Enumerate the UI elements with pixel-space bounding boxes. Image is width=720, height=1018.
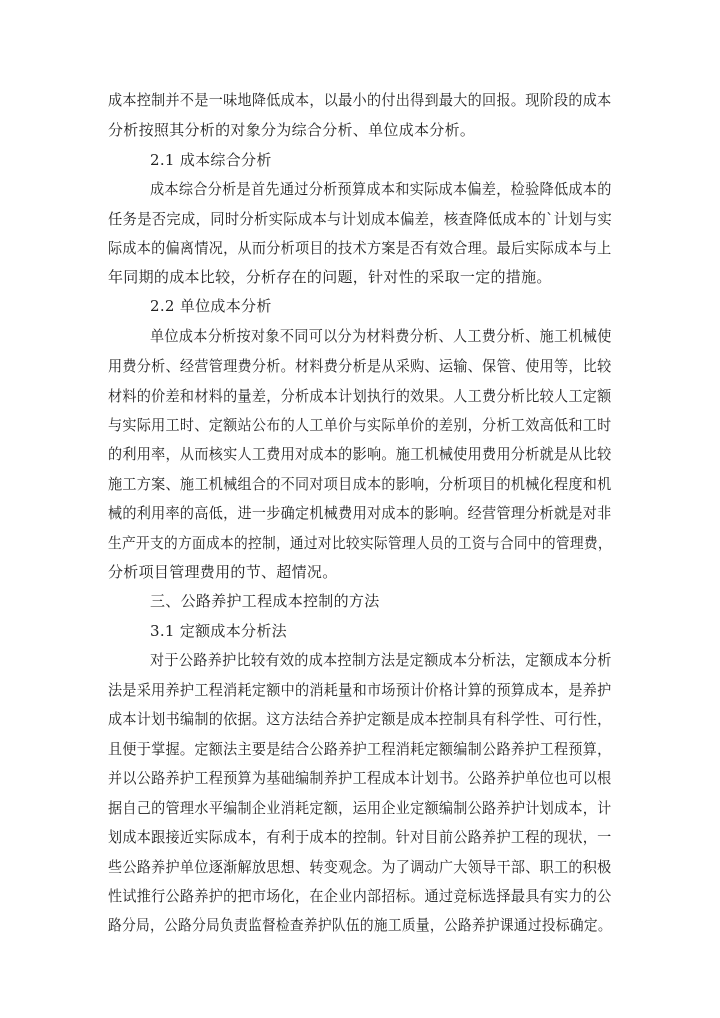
text-line: 年同期的成本比较，分析存在的问题，针对性的采取一定的措施。 (108, 268, 552, 286)
text-line: 分析项目管理费用的节、超情况。 (108, 563, 338, 581)
text-line: 对于公路养护比较有效的成本控制方法是定额成本分析法，定额成本分析 (150, 651, 612, 669)
text-line: 材料的价差和材料的量差，分析成本计划执行的效果。人工费分析比较人工定额 (108, 387, 612, 405)
section-heading: 2.2 单位成本分析 (150, 297, 272, 315)
text-line: 单位成本分析按对象不同可以分为材料费分析、人工费分析、施工机械使 (150, 327, 612, 345)
text-line: 些公路养护单位逐渐解放思想、转变观念。为了调动广大领导干部、职工的积极 (108, 858, 612, 876)
text-line: 性试推行公路养护的把市场化，在企业内部招标。通过竞标选择最具有实力的公 (108, 887, 612, 905)
text-line: 分析按照其分析的对象分为综合分析、单位成本分析。 (108, 121, 476, 139)
text-line: 路分局，公路分局负责监督检查养护队伍的施工质量，公路养护课通过投标确定。 (108, 916, 612, 934)
text-line: 成本计划书编制的依据。这方法结合养护定额是成本控制具有科学性、可行性， (108, 710, 612, 728)
text-line: 械的利用率的高低，进一步确定机械费用对成本的影响。经营管理分析就是对非 (108, 504, 612, 522)
text-line: 并以公路养护工程预算为基础编制养护工程成本计划书。公路养护单位也可以根 (108, 769, 612, 787)
section-heading: 2.1 成本综合分析 (150, 151, 272, 169)
text-line: 用费分析、经营管理费分析。材料费分析是从采购、运输、保管、使用等，比较 (108, 357, 612, 375)
text-line: 成本综合分析是首先通过分析预算成本和实际成本偏差，检验降低成本的 (150, 180, 612, 198)
text-line: 与实际用工时、定额站公布的人工单价与实际单价的差别，分析工效高低和工时 (108, 416, 612, 434)
text-line: 且便于掌握。定额法主要是结合公路养护工程消耗定额编制公路养护工程预算， (108, 740, 612, 758)
text-line: 生产开支的方面成本的控制，通过对比较实际管理人员的工资与合同中的管理费， (108, 534, 612, 552)
text-line: 据自己的管理水平编制企业消耗定额，运用企业定额编制公路养护计划成本，计 (108, 799, 612, 817)
text-line: 际成本的偏离情况，从而分析项目的技术方案是否有效合理。最后实际成本与上 (108, 239, 612, 257)
text-line: 施工方案、施工机械组合的不同对项目成本的影响，分析项目的机械化程度和机 (108, 475, 612, 493)
text-line: 的利用率，从而核实人工费用对成本的影响。施工机械使用费用分析就是从比较 (108, 445, 612, 463)
text-line: 成本控制并不是一味地降低成本，以最小的付出得到最大的回报。现阶段的成本 (108, 91, 612, 109)
chapter-heading: 三、公路养护工程成本控制的方法 (150, 592, 380, 610)
section-heading: 3.1 定额成本分析法 (150, 622, 287, 640)
text-line: 划成本跟接近实际成本，有利于成本的控制。针对目前公路养护工程的现状，一 (108, 828, 612, 846)
text-line: 任务是否完成，同时分析实际成本与计划成本偏差，核查降低成本的`计划与实 (108, 210, 612, 228)
text-line: 法是采用养护工程消耗定额中的消耗量和市场预计价格计算的预算成本，是养护 (108, 681, 612, 699)
